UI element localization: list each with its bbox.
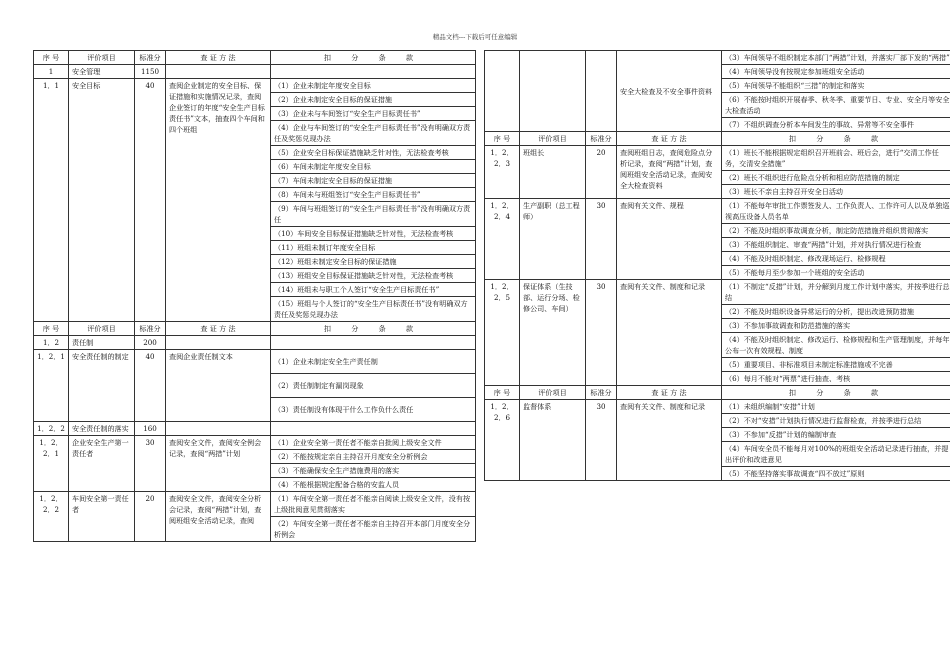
row-item: 保证体系（生技部、运行分场、检修公司、车间） [520,280,586,386]
deduction-item: （5）企业安全目标保证措施缺乏针对性，无法检查考核 [271,146,476,160]
deduction-item: （4）车间领导没有按规定参加班组安全活动 [722,65,950,79]
deduction-item: （3）责任制没有体现干什么工作负什么责任 [271,398,476,422]
deduction-item: （15）班组与个人签订的“安全生产目标责任书”没有明确双方责任及奖惩兑现办法 [271,297,476,322]
row-score: 20 [135,492,166,542]
row-no: 1．1 [34,79,69,322]
col-item: 评价项目 [520,386,586,400]
deduction-item: （3）企业未与车间签订“安全生产目标责任书” [271,107,476,121]
table-row [34,492,476,517]
deduction-item: （2）责任制制定有漏岗现象 [271,374,476,398]
row-no: 1．2．2．2 [34,492,69,542]
col-method: 查 证 方 法 [166,51,271,65]
deduction-item: （2）车间安全第一责任者不能亲自主持召开本部门月度安全分析例会 [271,517,476,542]
row-score: 20 [586,146,617,199]
col-deduct: 扣 分 条 款 [271,51,476,65]
deduction-item: （2）不能按规定亲自主持召开月度安全分析例会 [271,450,476,464]
deduction-item: （9）车间与班组签订的“安全生产目标责任书”没有明确双方责任 [271,202,476,227]
deduction-item: （1）企业未制定年度安全目标 [271,79,476,93]
deduction-item: （6）车间未制定年度安全目标 [271,160,476,174]
deduction-item: （11）班组未制订年度安全目标 [271,241,476,255]
deduction-item: （8）车间未与班组签订“安全生产目标责任书” [271,188,476,202]
deduction-item: （1）不能每年审批工作票签发人、工作负责人、工作许可人以及单独巡视高压设备人员名单 [722,199,950,224]
row-no: 1．2 [34,336,69,350]
deduction-item: （6）每月不能对“两票”进行抽查、考核 [722,372,950,386]
table-row [485,280,950,305]
col-score: 标准分 [586,386,617,400]
col-method: 查 证 方 法 [166,322,271,336]
deduction-item: （4）车间安全员不能每月对100%的班组安全活动记录进行抽查，并提出评价和改进意见 [722,442,950,467]
row-item: 车间安全第一责任者 [69,492,135,542]
deduction-item: （2）不能及时组织设备异常运行的分析，提出改进预防措施 [722,305,950,319]
table-row [485,146,950,171]
deduction-item: （4）不能及时组织制定、修改现场运行、检修规程 [722,252,950,266]
deduction-item: （3）不能组织制定、审查“两措”计划，并对执行情况进行检查 [722,238,950,252]
deduction-item: （1）企业安全第一责任者不能亲自批阅上级安全文件 [271,436,476,450]
row-no: 1．2．2．4 [485,199,520,280]
table-row [34,336,476,350]
col-deduct: 扣 分 条 款 [722,132,950,146]
col-no: 序 号 [34,51,69,65]
row-item: 安全责任制的制定 [69,350,135,422]
deduction-item: （5）重要项目、非标准项目未制定标准措施或不完善 [722,358,950,372]
header-row [485,132,950,146]
table-row [34,436,476,450]
deduction-item: （1）车间安全第一责任者不能亲自阅读上级安全文件，没有按上级批阅意见贯彻落实 [271,492,476,517]
row-score: 200 [135,336,166,350]
table-row [34,350,476,374]
col-item: 评价项目 [69,51,135,65]
row-score: 30 [586,400,617,481]
col-score: 标准分 [586,132,617,146]
deduction-item: （2）不能及时组织事故调查分析，制定防范措施并组织贯彻落实 [722,224,950,238]
row-method: 安全大检查及不安全事件资料 [617,51,722,132]
row-score: 160 [135,422,166,436]
row-no: 1 [34,65,69,79]
table-row [485,400,950,414]
deduction-item: （12）班组未制定安全目标的保证措施 [271,255,476,269]
col-item: 评价项目 [520,132,586,146]
col-deduct: 扣 分 条 款 [271,322,476,336]
row-item: 安全管理 [69,65,135,79]
deduction-item: （1）未组织编制“安措”计划 [722,400,950,414]
deduction-item: （1）班长不能根据规定组织召开班前会、班后会，进行“交清工作任务，交清安全措施” [722,146,950,171]
deduction-item: （10）车间安全目标保证措施缺乏针对性，无法检查考核 [271,227,476,241]
row-item: 班组长 [520,146,586,199]
header-row [34,322,476,336]
deduction-item: （3）不参加事故调查和防范措施的落实 [722,319,950,333]
col-score: 标准分 [135,322,166,336]
col-deduct: 扣 分 条 款 [722,386,950,400]
row-item: 监督体系 [520,400,586,481]
col-score: 标准分 [135,51,166,65]
row-no: 1．2．1 [34,350,69,422]
col-no: 序 号 [485,132,520,146]
row-score: 30 [586,280,617,386]
row-no: 1．2．2．1 [34,436,69,492]
row-no: 1．2．2 [34,422,69,436]
row-score: 1150 [135,65,166,79]
deduction-item: （4）不能及时组织制定、修改运行、检修规程和生产管理制度，并每年公布一次有效规程、制度 [722,333,950,358]
table-row [34,65,476,79]
page-header: 精品文档---下载后可任意编辑 [432,33,518,41]
row-no: 1．2．2．3 [485,146,520,199]
header-row [34,51,476,65]
row-item: 生产副职（总工程师） [520,199,586,280]
deduction-item: （7）不组织调查分析本车间发生的事故、异常等不安全事件 [722,118,950,132]
header-row [485,386,950,400]
deduction-item: （3）车间领导不组织制定本部门“两措”计划，并落实厂部下发的“两措” [722,51,950,65]
deduction-item: （5）不能坚持落实事故调查“四不放过”原则 [722,467,950,481]
row-method: 查阅安全文件，查阅安全例会记录，查阅“两措”计划 [166,436,271,492]
deduction-item: （3）不参加“反措”计划的编制审查 [722,428,950,442]
col-method: 查 证 方 法 [617,132,722,146]
deduction-item: （7）车间未制定安全目标的保证措施 [271,174,476,188]
row-item: 责任制 [69,336,135,350]
deduction-item: （2）不对“安措”计划执行情况进行监督检查，并按季进行总结 [722,414,950,428]
col-item: 评价项目 [69,322,135,336]
deduction-item: （4）不能根据规定配备合格的安监人员 [271,478,476,492]
row-item: 安全目标 [69,79,135,322]
col-no: 序 号 [485,386,520,400]
deduction-item: （5）车间领导不能组织“三措”的制定和落实 [722,79,950,93]
row-method: 查阅有关文件、制度和记录 [617,400,722,481]
row-method: 查阅有关文件、制度和记录 [617,280,722,386]
col-method: 查 证 方 法 [617,386,722,400]
table-row [485,199,950,224]
right-evaluation-table [484,50,950,481]
deduction-item: （13）班组安全目标保证措施缺乏针对性，无法检查考核 [271,269,476,283]
deduction-item: （5）不能每月至少参加一个班组的安全活动 [722,266,950,280]
row-no: 1．2．2．5 [485,280,520,386]
row-method: 查阅安全文件，查阅安全分析会记录，查阅“两措”计划，查阅班组安全活动记录，查阅 [166,492,271,542]
row-method: 查阅班组日志，查阅危险点分析记录，查阅“两措”计划，查阅班组安全活动记录，查阅安全大检查资料 [617,146,722,199]
left-evaluation-table [33,50,476,542]
deduction-item: （6）不能按时组织开展春季、秋冬季、重要节日、专业、安全月等安全大检查活动 [722,93,950,118]
deduction-item: （1）不制定“反措”计划，并分解到月度工作计划中落实，并按季进行总结 [722,280,950,305]
row-item: 企业安全生产第一责任者 [69,436,135,492]
row-method: 查阅企业制定的安全目标、保证措施和实施情况记录，查阅企业签订的年度“安全生产目标责任书”文本，抽查四个车间和四个班组 [166,79,271,322]
row-score: 40 [135,350,166,422]
row-method: 查阅有关文件、规程 [617,199,722,280]
table-row [34,79,476,93]
row-method: 查阅企业责任制文本 [166,350,271,422]
col-no: 序 号 [34,322,69,336]
row-score: 30 [135,436,166,492]
deduction-item: （14）班组未与职工个人签订“安全生产目标责任书” [271,283,476,297]
deduction-item: （3）不能确保安全生产措施费用的落实 [271,464,476,478]
deduction-item: （2）班长不组织进行危险点分析和相应防范措施的制定 [722,171,950,185]
deduction-item: （2）企业未制定安全目标的保证措施 [271,93,476,107]
row-score: 40 [135,79,166,322]
table-row [485,51,950,65]
row-score: 30 [586,199,617,280]
deduction-item: （3）班长不亲自主持召开安全日活动 [722,185,950,199]
deduction-item: （4）企业与车间签订的“安全生产目标责任书”没有明确双方责任及奖惩兑现办法 [271,121,476,146]
row-no: 1．2．2．6 [485,400,520,481]
deduction-item: （1）企业未制定安全生产责任制 [271,350,476,374]
row-item: 安全责任制的落实 [69,422,135,436]
table-row [34,422,476,436]
